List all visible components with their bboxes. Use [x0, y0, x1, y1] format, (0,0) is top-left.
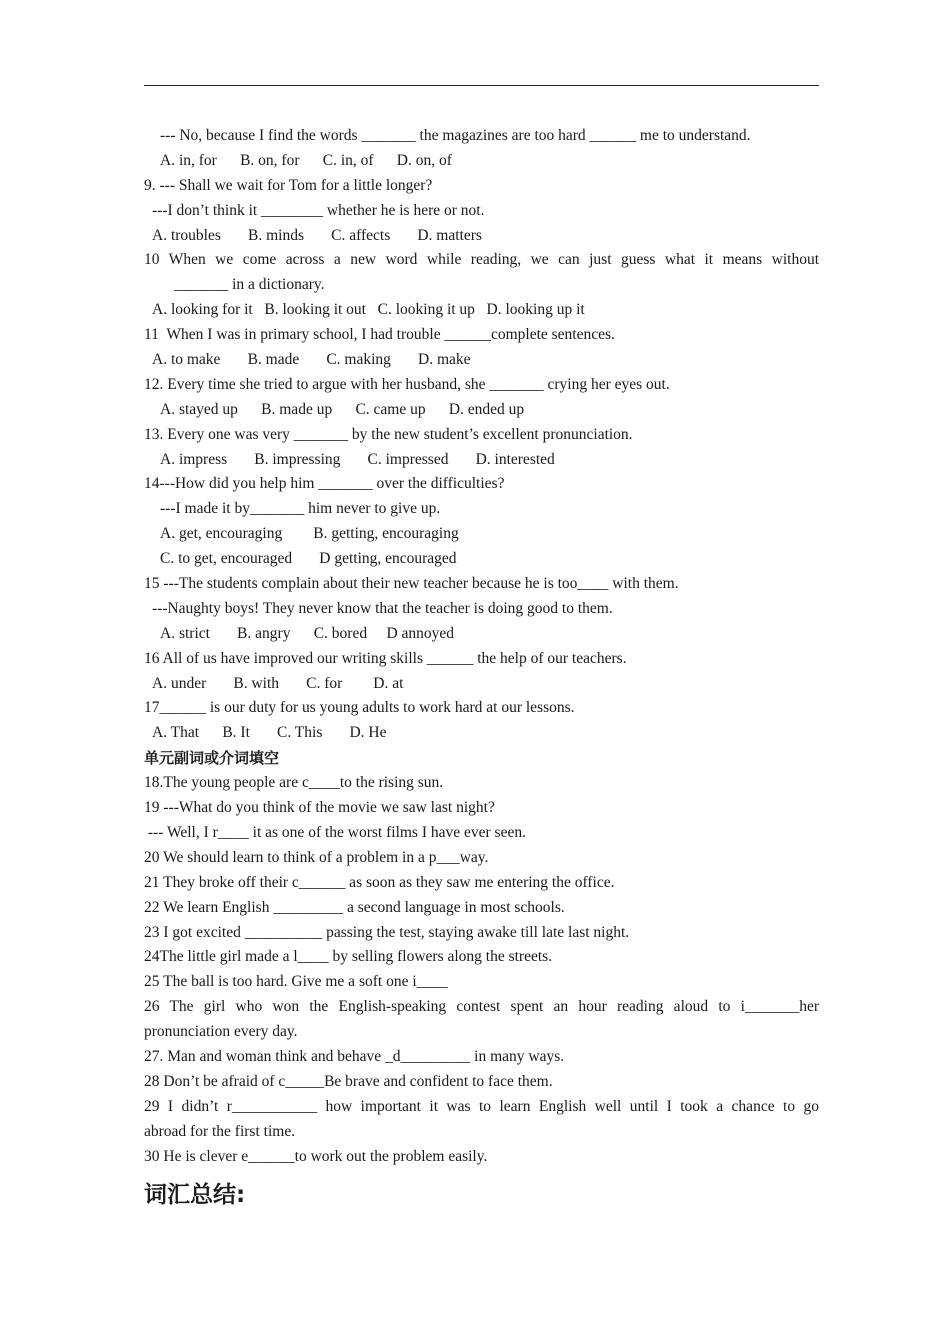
text-line: A. under B. with C. for D. at — [152, 674, 404, 692]
text-line: 23 I got excited __________ passing the test, staying awake till late last night. — [144, 923, 630, 941]
text-line: 25 The ball is too hard. Give me a soft one i____ — [144, 973, 448, 991]
text-line: 16 All of us have improved our writing skills ______ the help of our teachers. — [144, 649, 627, 667]
section-heading: 单元副词或介词填空 — [144, 749, 280, 768]
text-line: A. That B. It C. This D. He — [152, 724, 387, 742]
text-line: ---I made it by_______ him never to give up. — [160, 500, 441, 518]
text-line: 24The little girl made a l____ by selling flowers along the streets. — [144, 948, 553, 966]
text-line: ---Naughty boys! They never know that the teacher is doing good to them. — [152, 599, 613, 617]
exercise-text — [144, 124, 819, 1169]
text-line: 9. --- Shall we wait for Tom for a little longer? — [144, 176, 433, 194]
text-line: 28 Don’t be afraid of c_____Be brave and confident to face them. — [144, 1072, 553, 1090]
text-line: 13. Every one was very _______ by the new student’s excellent pronunciation. — [144, 425, 633, 443]
text-line: 26 The girl who won the English-speaking contest spent an hour reading aloud to i_______her — [144, 998, 819, 1016]
text-line: 12. Every time she tried to argue with her husband, she _______ crying her eyes out. — [144, 375, 670, 393]
text-line: 21 They broke off their c______ as soon as they saw me entering the office. — [144, 873, 615, 891]
text-line: A. troubles B. minds C. affects D. matters — [152, 226, 482, 244]
text-line: A. in, for B. on, for C. in, of D. on, of — [160, 151, 452, 169]
text-line: A. stayed up B. made up C. came up D. ended up — [160, 400, 525, 418]
text-line: 19 ---What do you think of the movie we saw last night? — [144, 799, 495, 817]
text-line: A. to make B. made C. making D. make — [152, 351, 471, 369]
text-line: _______ in a dictionary. — [174, 276, 325, 294]
text-line: 29 I didn’t r___________ how important it was to learn English well until I took a chance to go — [144, 1097, 819, 1115]
text-line: 17______ is our duty for us young adults to work hard at our lessons. — [144, 699, 575, 717]
text-line: 30 He is clever e______to work out the problem easily. — [144, 1147, 488, 1165]
text-line: 10 When we come across a new word while reading, we can just guess what it means without — [144, 251, 819, 269]
text-line: A. strict B. angry C. bored D annoyed — [160, 624, 455, 642]
text-line: A. looking for it B. looking it out C. looking it up D. looking up it — [152, 301, 585, 319]
text-line: 20 We should learn to think of a problem in a p___way. — [144, 848, 489, 866]
text-line: 18.The young people are c____to the rising sun. — [144, 774, 444, 792]
text-line: 27. Man and woman think and behave _d_________ in many ways. — [144, 1047, 565, 1065]
text-line: --- Well, I r____ it as one of the worst films I have ever seen. — [144, 823, 526, 841]
text-line: abroad for the first time. — [144, 1122, 296, 1140]
text-line: 22 We learn English _________ a second language in most schools. — [144, 898, 565, 916]
vocabulary-summary-heading: 词汇总结: — [144, 1182, 246, 1208]
text-line: 15 ---The students complain about their new teacher because he is too____ with them. — [144, 575, 679, 593]
text-line: C. to get, encouraged D getting, encouraged — [160, 550, 457, 568]
text-line: ---I don’t think it ________ whether he is here or not. — [152, 201, 485, 219]
header-rule — [144, 85, 819, 86]
text-line: 11 When I was in primary school, I had trouble ______complete sentences. — [144, 326, 615, 344]
text-line: pronunciation every day. — [144, 1023, 298, 1041]
text-line: A. impress B. impressing C. impressed D. interested — [160, 450, 555, 468]
text-line: 14---How did you help him _______ over the difficulties? — [144, 475, 505, 493]
text-line: A. get, encouraging B. getting, encouraging — [160, 525, 459, 543]
text-line: --- No, because I find the words _______ the magazines are too hard ______ me to understand. — [160, 127, 751, 144]
